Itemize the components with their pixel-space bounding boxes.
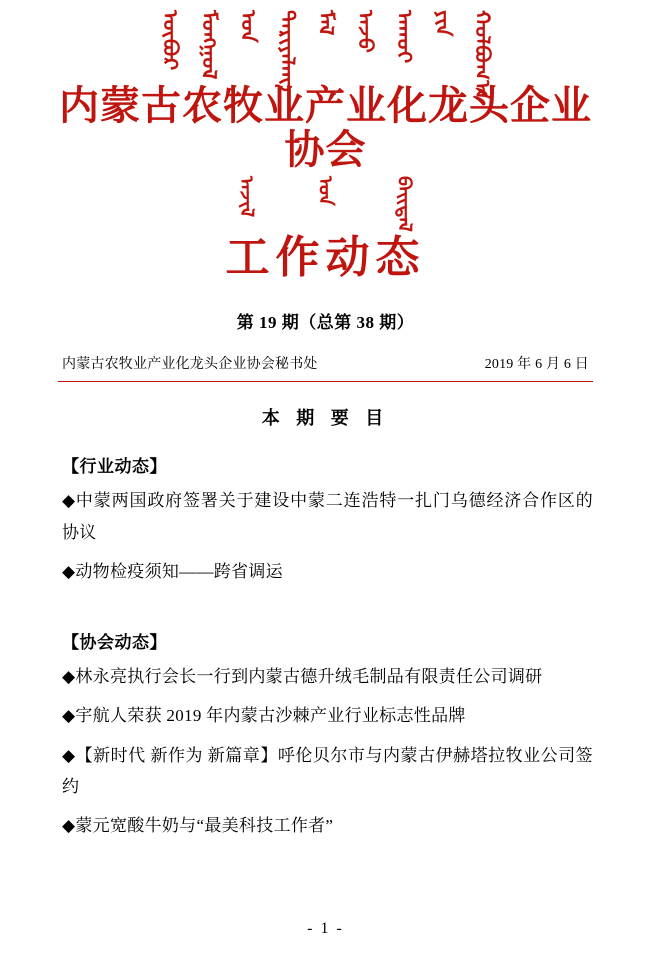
- toc-item[interactable]: ◆动物检疫须知——跨省调运: [62, 562, 283, 582]
- mongolian-glyph: ᠪᠠᠢᠳᠠᠯ: [393, 176, 416, 232]
- mongolian-glyph: ᠬᠣᠯᠪᠣᠭ᠎ᠠ: [470, 10, 494, 101]
- mongolian-glyph: ᠠᠬᠤᠢ: [392, 10, 416, 64]
- organization-title: 内蒙古农牧业产业化龙头企业协会: [59, 82, 592, 173]
- mongolian-script-subheader: [58, 172, 593, 232]
- mongolian-glyph: ᠮᠣᠩᠭᠣᠯ: [196, 10, 220, 80]
- publisher-name: 内蒙古农牧业产业化龙头企业协会秘书处: [62, 357, 318, 373]
- mongolian-glyph: ᠤᠨ: [314, 176, 337, 206]
- mongolian-glyph: ᠮᠠᠯ: [314, 10, 338, 36]
- section-spacer: [58, 588, 593, 606]
- issue-number: 第 19 期（总第 38 期）: [236, 313, 415, 333]
- mongolian-glyph: ᠲᠠᠷᠢᠶᠠᠯᠠᠩ: [274, 10, 298, 93]
- toc-item[interactable]: ◆林永亮执行会长一行到内蒙古德升绒毛制品有限责任公司调研: [62, 666, 543, 686]
- contents-heading: 本 期 要 目: [261, 408, 390, 429]
- mongolian-glyph: ᠦᠪᠦᠷ: [157, 10, 181, 71]
- section-heading-association: 【协会动态】: [62, 632, 167, 652]
- mongolian-glyph: ᠠᠵᠢᠯ: [235, 176, 258, 218]
- mongolian-glyph: ᠶᠢᠨ: [431, 10, 455, 37]
- bulletin-title: 工作动态: [225, 232, 426, 283]
- section-heading-industry: 【行业动态】: [62, 457, 167, 477]
- header-divider: [58, 381, 593, 382]
- mongolian-glyph: ᠤᠨ: [235, 10, 259, 43]
- publication-date: 2019 年 6 月 6 日: [484, 357, 589, 373]
- masthead-meta: [58, 353, 593, 373]
- toc-item[interactable]: ◆中蒙两国政府签署关于建设中蒙二连浩特一扎门乌德经济合作区的协议: [62, 491, 593, 542]
- toc-item[interactable]: ◆宇航人荣获 2019 年内蒙古沙棘产业行业标志性品牌: [62, 706, 466, 726]
- mongolian-glyph: ᠠᠵᠤ: [353, 10, 377, 53]
- toc-item[interactable]: ◆蒙元宽酸牛奶与“最美科技工作者”: [62, 816, 334, 836]
- mongolian-script-header: [58, 0, 593, 101]
- page-number: - 1 -: [307, 920, 344, 937]
- toc-item[interactable]: ◆【新时代 新作为 新篇章】呼伦贝尔市与内蒙古伊赫塔拉牧业公司签约: [62, 745, 593, 797]
